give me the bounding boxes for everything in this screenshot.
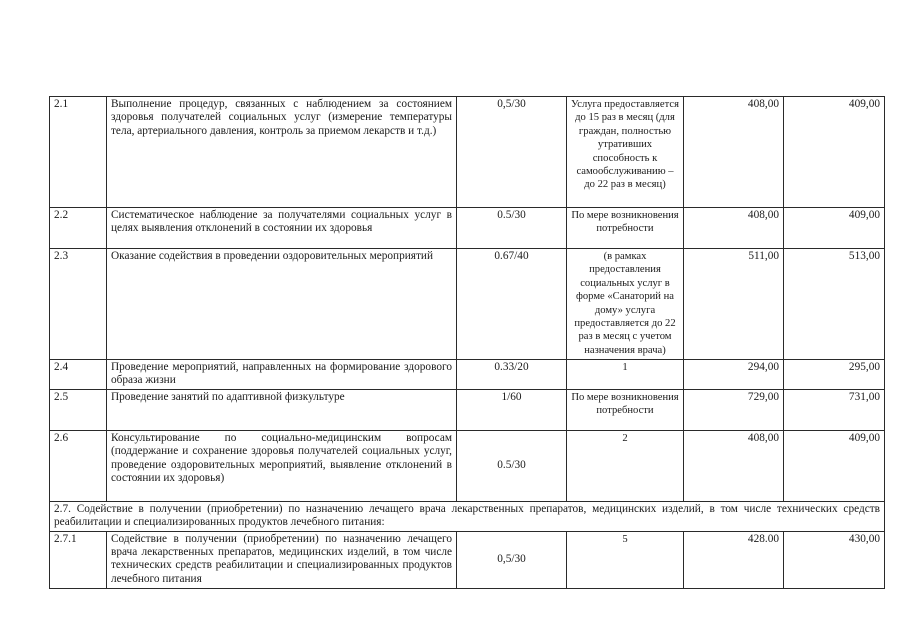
section-heading-row <box>50 501 885 531</box>
tariff-value: 511,00 <box>684 249 784 360</box>
table-row <box>50 531 885 588</box>
service-frequency: 1 <box>567 360 684 390</box>
tariff-value: 294,00 <box>684 360 784 390</box>
row-number: 2.3 <box>50 249 107 360</box>
table-row <box>50 208 885 249</box>
row-number: 2.1 <box>50 97 107 208</box>
time-norm: 0.67/40 <box>457 249 567 360</box>
service-name: Проведение мероприятий, направленных на формирование здорового образа жизни <box>107 360 457 390</box>
time-norm: 0.33/20 <box>457 360 567 390</box>
service-name: Выполнение процедур, связанных с наблюдением за состоянием здоровья получателей социальных услуг (измерение температуры тела, артериального давления, контроль за приемом лекарств и т.д.) <box>107 97 457 208</box>
row-number: 2.7.1 <box>50 531 107 588</box>
tariff-value-next: 409,00 <box>784 208 885 249</box>
tariff-value: 408,00 <box>684 430 784 501</box>
tariff-value: 729,00 <box>684 389 784 430</box>
service-frequency: 5 <box>567 531 684 588</box>
row-number: 2.6 <box>50 430 107 501</box>
service-name: Содействие в получении (приобретении) по назначению лечащего врача лекарственных препаратов, медицинских изделий, в том числе технических средств реабилитации и специализированных продуктов лечебного питания <box>107 531 457 588</box>
tariff-value: 428.00 <box>684 531 784 588</box>
tariff-value-next: 430,00 <box>784 531 885 588</box>
row-number: 2.5 <box>50 389 107 430</box>
tariff-value-next: 731,00 <box>784 389 885 430</box>
tariff-value-next: 295,00 <box>784 360 885 390</box>
service-frequency: По мере возникновения потребности <box>567 389 684 430</box>
time-norm: 0.5/30 <box>457 208 567 249</box>
time-norm: 1/60 <box>457 389 567 430</box>
service-frequency: По мере возникновения потребности <box>567 208 684 249</box>
social-services-table <box>49 96 885 589</box>
tariff-value-next: 409,00 <box>784 97 885 208</box>
tariff-value: 408,00 <box>684 208 784 249</box>
time-norm: 0,5/30 <box>457 531 567 588</box>
row-number: 2.4 <box>50 360 107 390</box>
table-row <box>50 249 885 360</box>
service-frequency: (в рамках предоставления социальных услуг в форме «Санаторий на дому» услуга предоставляется до 22 раз в месяц с учетом назначения врача) <box>567 249 684 360</box>
time-norm: 0,5/30 <box>457 97 567 208</box>
service-frequency: 2 <box>567 430 684 501</box>
table-row <box>50 389 885 430</box>
service-name: Проведение занятий по адаптивной физкультуре <box>107 389 457 430</box>
tariff-value-next: 513,00 <box>784 249 885 360</box>
table-row <box>50 360 885 390</box>
time-norm: 0.5/30 <box>457 430 567 501</box>
table-row <box>50 97 885 208</box>
table-row <box>50 430 885 501</box>
tariff-value: 408,00 <box>684 97 784 208</box>
service-name: Оказание содействия в проведении оздоровительных мероприятий <box>107 249 457 360</box>
service-frequency: Услуга предоставляется до 15 раз в месяц (для граждан, полностью утративших способность к самообслуживанию – до 22 раз в месяц) <box>567 97 684 208</box>
service-name: Консультирование по социально-медицинским вопросам (поддержание и сохранение здоровья получателей социальных услуг, проведение оздоровительных мероприятий, выявление отклонений в состоянии их здоровья) <box>107 430 457 501</box>
section-heading: 2.7. Содействие в получении (приобретении) по назначению лечащего врача лекарственных препаратов, медицинских изделий, в том числе технических средств реабилитации и специализированных продуктов лечебного питания: <box>50 501 885 531</box>
tariff-value-next: 409,00 <box>784 430 885 501</box>
row-number: 2.2 <box>50 208 107 249</box>
service-name: Систематическое наблюдение за получателями социальных услуг в целях выявления отклонений в состоянии их здоровья <box>107 208 457 249</box>
